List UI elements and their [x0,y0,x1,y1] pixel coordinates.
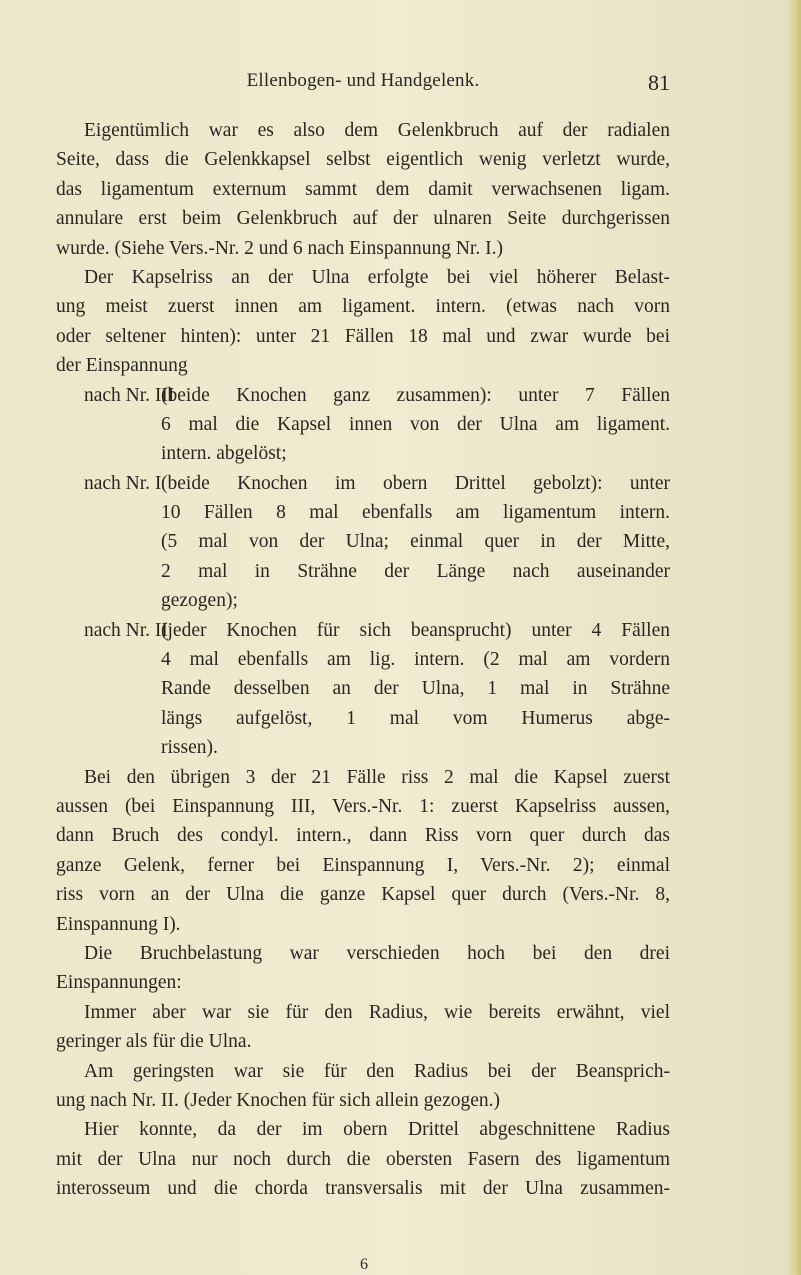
text-line: Bei den übrigen 3 der 21 Fälle riss 2 mal die Kapsel zuerst [84,766,670,788]
body-text [56,116,670,1203]
text-line: ung nach Nr. II. (Jeder Knochen für sich allein gezogen.) [56,1089,500,1111]
text-line: (5 mal von der Ulna; einmal quer in der Mitte, [161,531,670,553]
text-line: (beide Knochen im obern Drittel gebolzt): unter [161,472,670,494]
list-label: nach Nr. I [84,472,162,494]
text-line: 6 mal die Kapsel innen von der Ulna am ligament. [161,413,670,435]
text-line: gezogen); [161,590,238,612]
list-item-nr-ii [56,616,670,645]
text-line: Am geringsten war sie für den Radius bei der Beansprich- [84,1060,670,1082]
text-line: längs aufgelöst, 1 mal vom Humerus abge- [161,707,670,729]
page-edge [787,0,801,1275]
text-line: Die Bruchbelastung war verschieden hoch bei den drei [84,942,670,964]
text-line: dann Bruch des condyl. intern., dann Riss vorn quer durch das [56,825,670,847]
text-line: Hier konnte, da der im obern Drittel abgeschnittene Radius [84,1119,670,1141]
text-line: Der Kapselriss an der Ulna erfolgte bei viel höherer Belast- [84,266,670,288]
text-line: riss vorn an der Ulna die ganze Kapsel quer durch (Vers.-Nr. 8, [56,884,670,906]
text-line: das ligamentum externum sammt dem damit verwachsenen ligam. [56,178,670,200]
text-line: Einspannung I). [56,913,181,935]
signature-mark: 6 [360,1256,368,1273]
text-line: der Einspannung [56,355,188,377]
text-line: wurde. (Siehe Vers.-Nr. 2 und 6 nach Einspannung Nr. I.) [56,237,503,259]
text-line: rissen). [161,737,218,759]
page-header [56,70,670,98]
text-line: Seite, dass die Gelenkkapsel selbst eigentlich wenig verletzt wurde, [56,149,670,171]
text-line: Einspannungen: [56,972,182,994]
text-line: geringer als für die Ulna. [56,1031,252,1053]
text-line: 4 mal ebenfalls am lig. intern. (2 mal am vordern [161,649,670,671]
list-label: nach Nr. II [84,619,168,641]
text-line: (beide Knochen ganz zusammen): unter 7 Fällen [161,384,670,406]
running-title: Ellenbogen- und Handgelenk. [246,70,480,91]
text-line: (jeder Knochen für sich beansprucht) unter 4 Fällen [161,619,670,641]
text-line: oder seltener hinten): unter 21 Fällen 18 mal und zwar wurde bei [56,325,670,347]
text-line: aussen (bei Einspannung III, Vers.-Nr. 1: zuerst Kapselriss aussen, [56,795,670,817]
text-line: interosseum und die chorda transversalis mit der Ulna zusammen- [56,1178,670,1200]
text-line: Eigentümlich war es also dem Gelenkbruch auf der radialen [84,120,670,141]
text-line: 2 mal in Strähne der Länge nach auseinander [161,560,670,582]
text-line: Rande desselben an der Ulna, 1 mal in Strähne [161,678,670,700]
list-item-nr-iii [56,381,670,410]
list-item-nr-i [56,469,670,498]
text-line: Immer aber war sie für den Radius, wie bereits erwähnt, viel [84,1001,670,1023]
text-line: 10 Fällen 8 mal ebenfalls am ligamentum intern. [161,502,670,524]
text-line: annulare erst beim Gelenkbruch auf der ulnaren Seite durchgerissen [56,208,670,230]
text-line: mit der Ulna nur noch durch die obersten Fasern des ligamentum [56,1148,670,1170]
page-number: 81 [648,70,670,95]
list-label: nach Nr. III [84,384,175,406]
text-line: intern. abgelöst; [161,443,287,465]
text-line: ung meist zuerst innen am ligament. intern. (etwas nach vorn [56,296,670,318]
text-line: ganze Gelenk, ferner bei Einspannung I, Vers.-Nr. 2); einmal [56,854,670,876]
